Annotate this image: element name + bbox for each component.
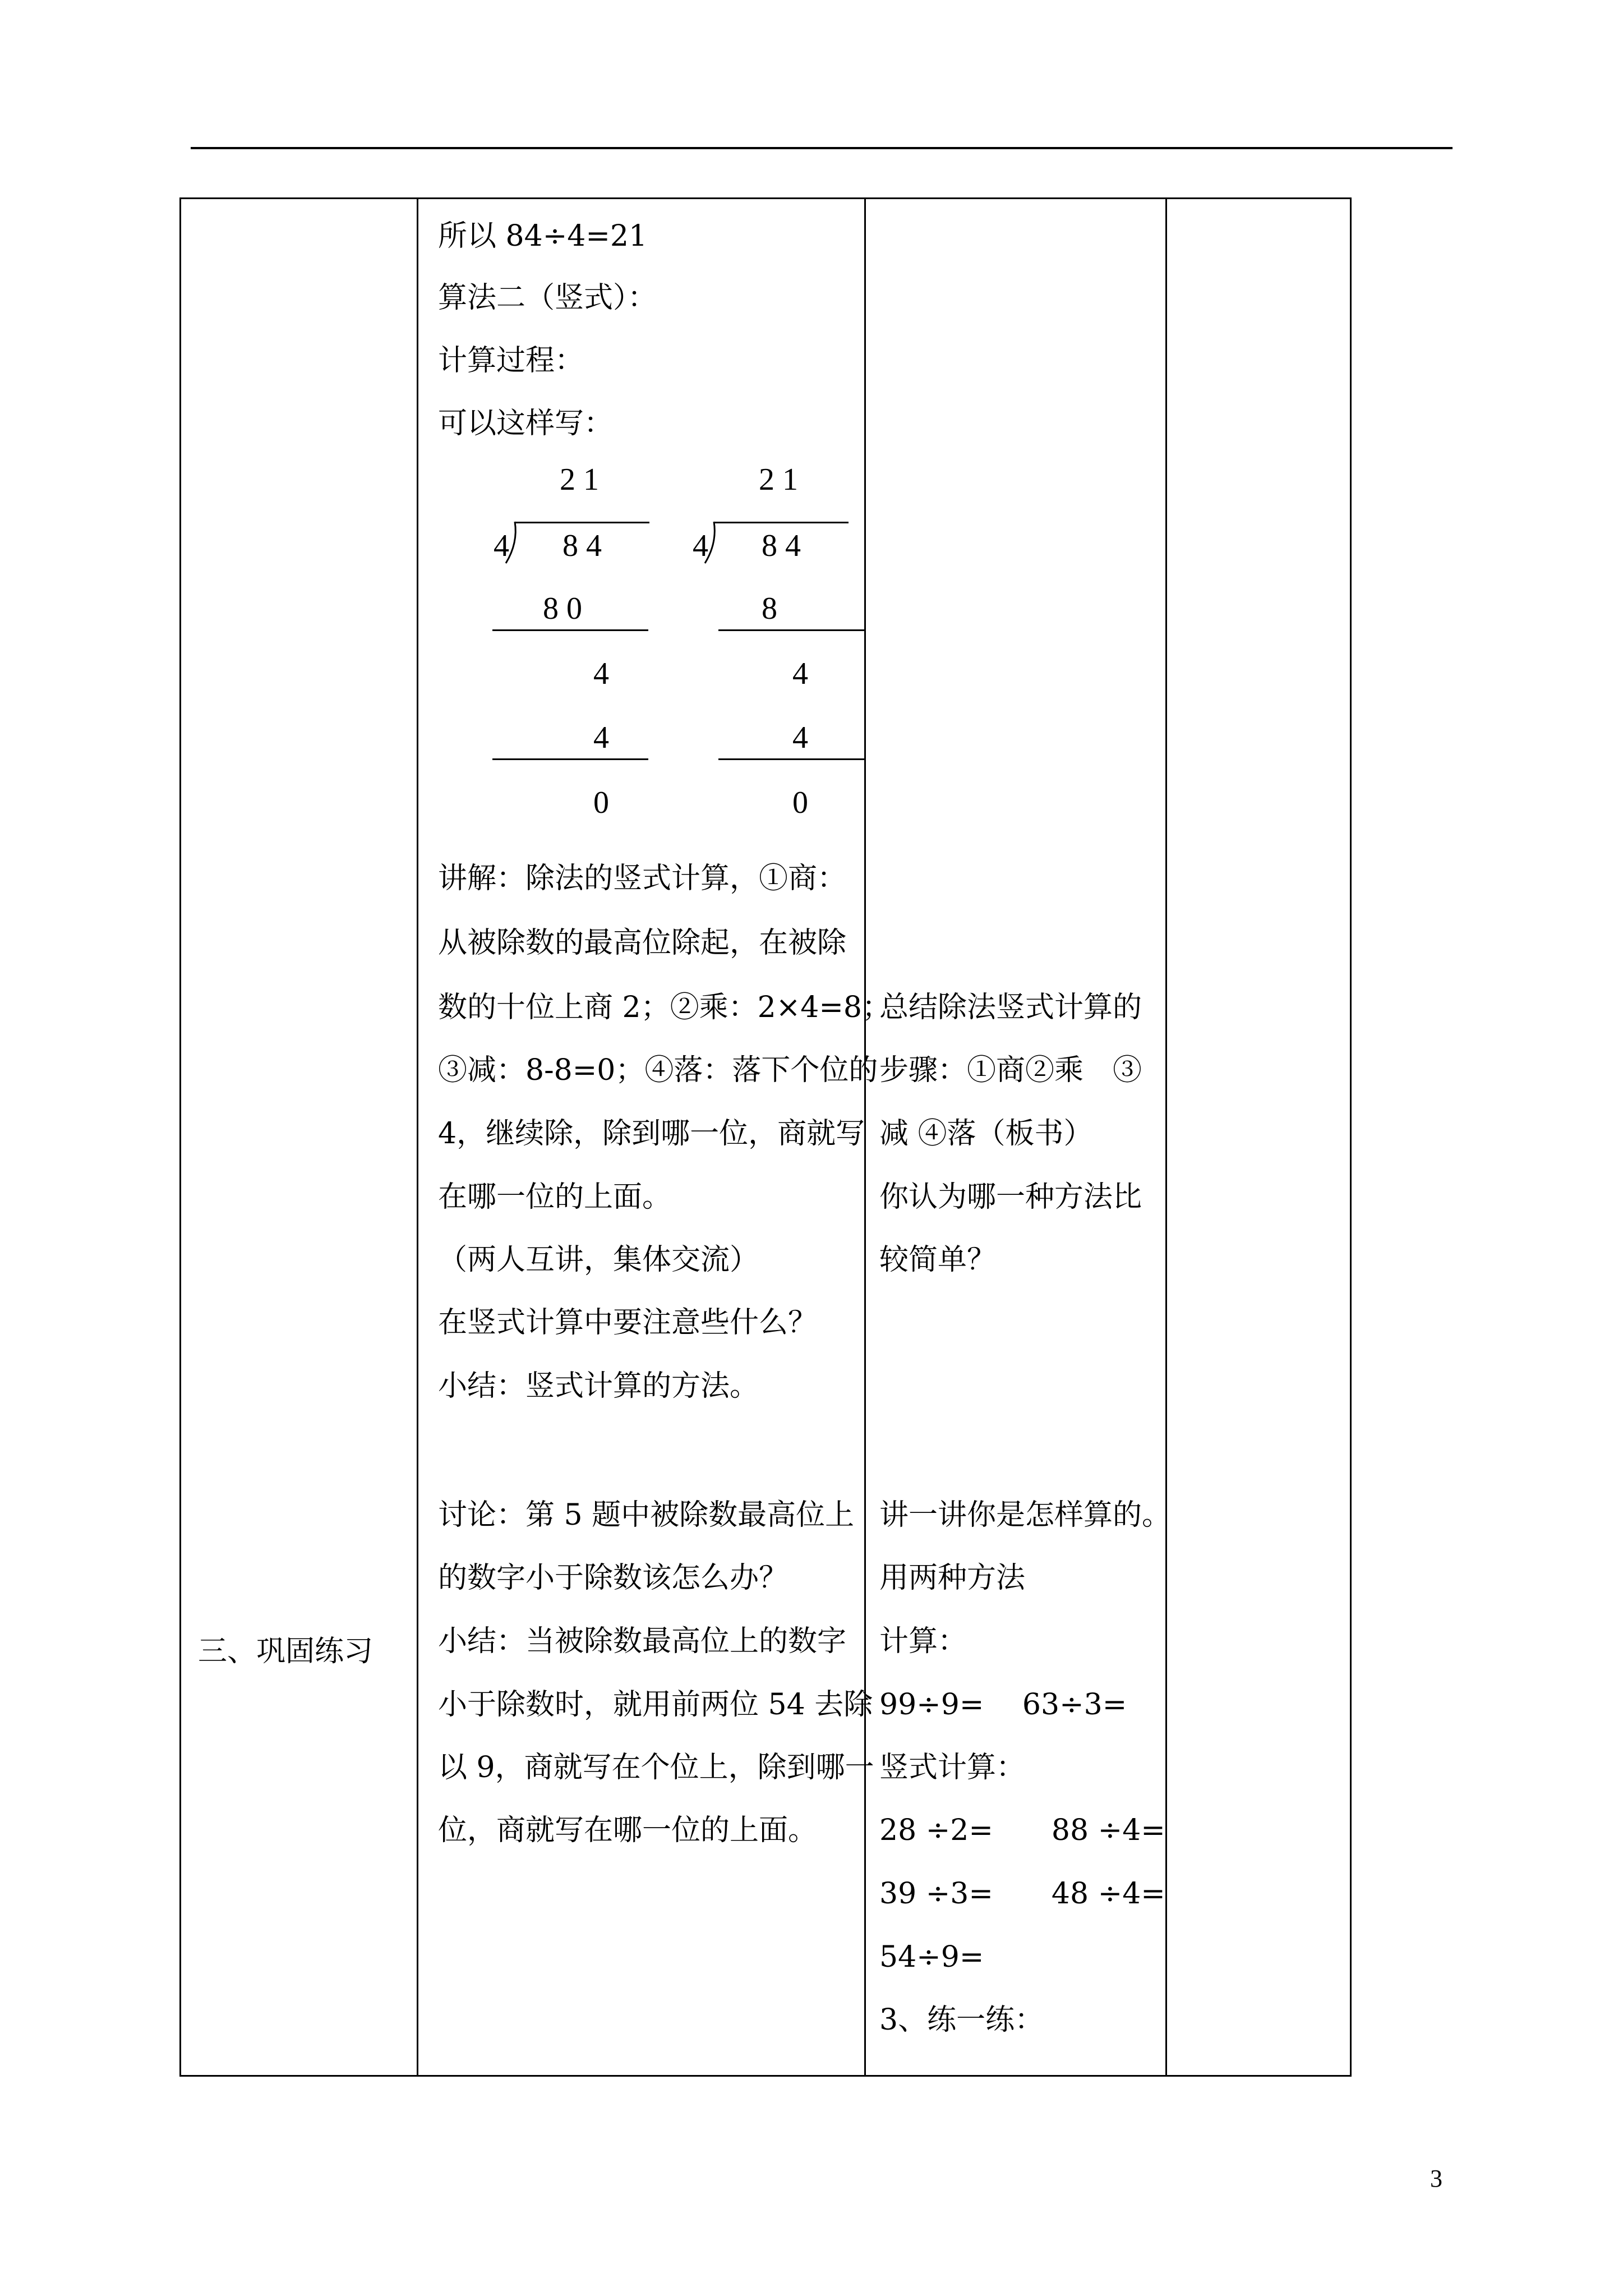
text-line: 较简单？	[879, 1243, 997, 1277]
text-line: 计算过程：	[438, 344, 584, 378]
stage-label: 三、巩固练习	[198, 1635, 374, 1668]
text-line: 54÷9=	[879, 1940, 984, 1974]
header-rule	[191, 147, 1453, 149]
text-line: 讲一讲你是怎样算的。	[879, 1498, 1172, 1532]
step-product: 8	[762, 591, 777, 626]
text-line: 4，继续除，除到哪一位，商就写	[438, 1117, 865, 1151]
divisor: 4	[494, 528, 509, 563]
text-line: 的数字小于除数该怎么办？	[438, 1561, 789, 1595]
text-line: 讲解：除法的竖式计算，①商：	[438, 862, 847, 895]
text-line: 以 9，商就写在个位上，除到哪一	[438, 1751, 874, 1784]
text-line: 减 ④落（板书）	[879, 1117, 1093, 1151]
text-line: 3、练一练：	[879, 2003, 1044, 2037]
text-line: 在竖式计算中要注意些什么？	[438, 1306, 818, 1340]
text-line: 数的十位上商 2；②乘：2×4=8；	[438, 991, 892, 1024]
text-line: 从被除数的最高位除起，在被除	[438, 926, 847, 960]
text-line: 计算：	[879, 1625, 967, 1658]
step-product: 4	[792, 720, 808, 755]
subtraction-line	[718, 629, 864, 631]
step-product: 8 0	[543, 591, 582, 626]
text-line: 位，商就写在哪一位的上面。	[438, 1814, 818, 1847]
division-bar	[515, 522, 649, 523]
subtraction-line	[492, 629, 648, 631]
text-line: 总结除法竖式计算的	[879, 991, 1142, 1024]
divisor: 4	[693, 528, 708, 563]
text-line: ③减：8-8=0；④落：落下个位的	[438, 1053, 878, 1087]
text-line: 用两种方法	[879, 1561, 1026, 1595]
text-line: 竖式计算：	[879, 1751, 1026, 1784]
text-line: 在哪一位的上面。	[438, 1180, 672, 1214]
text-line: 所以 84÷4=21	[438, 219, 648, 253]
step-bringdown: 4	[593, 656, 609, 691]
subtraction-line	[492, 758, 648, 760]
subtraction-line	[718, 758, 864, 760]
page-number: 3	[1430, 2165, 1442, 2192]
text-line: 99÷9= 63÷3=	[879, 1688, 1127, 1722]
text-line: 讨论：第 5 题中被除数最高位上	[438, 1498, 855, 1532]
text-line: 小结：竖式计算的方法。	[438, 1369, 759, 1403]
quotient: 2 1	[759, 462, 798, 497]
remainder: 0	[792, 785, 808, 820]
remainder: 0	[593, 785, 609, 820]
step-bringdown: 4	[792, 656, 808, 691]
division-bar	[714, 522, 849, 523]
step-product: 4	[593, 720, 609, 755]
text-line: 可以这样写：	[438, 407, 614, 440]
dividend: 8 4	[762, 528, 801, 563]
text-line: 28 ÷2= 88 ÷4=	[879, 1814, 1165, 1847]
column-divider	[1165, 199, 1167, 2075]
text-line: 你认为哪一种方法比	[879, 1180, 1142, 1214]
text-line: 算法二（竖式）：	[438, 281, 657, 315]
text-line: 39 ÷3= 48 ÷4=	[879, 1877, 1165, 1911]
column-divider	[417, 199, 418, 2075]
dividend: 8 4	[562, 528, 602, 563]
lesson-table	[179, 197, 1352, 2077]
text-line: 步骤：①商②乘 ③	[879, 1053, 1142, 1087]
text-line: （两人互讲，集体交流）	[438, 1243, 759, 1277]
text-line: 小于除数时，就用前两位 54 去除	[438, 1688, 873, 1722]
text-line: 小结：当被除数最高位上的数字	[438, 1625, 847, 1658]
quotient: 2 1	[560, 462, 599, 497]
